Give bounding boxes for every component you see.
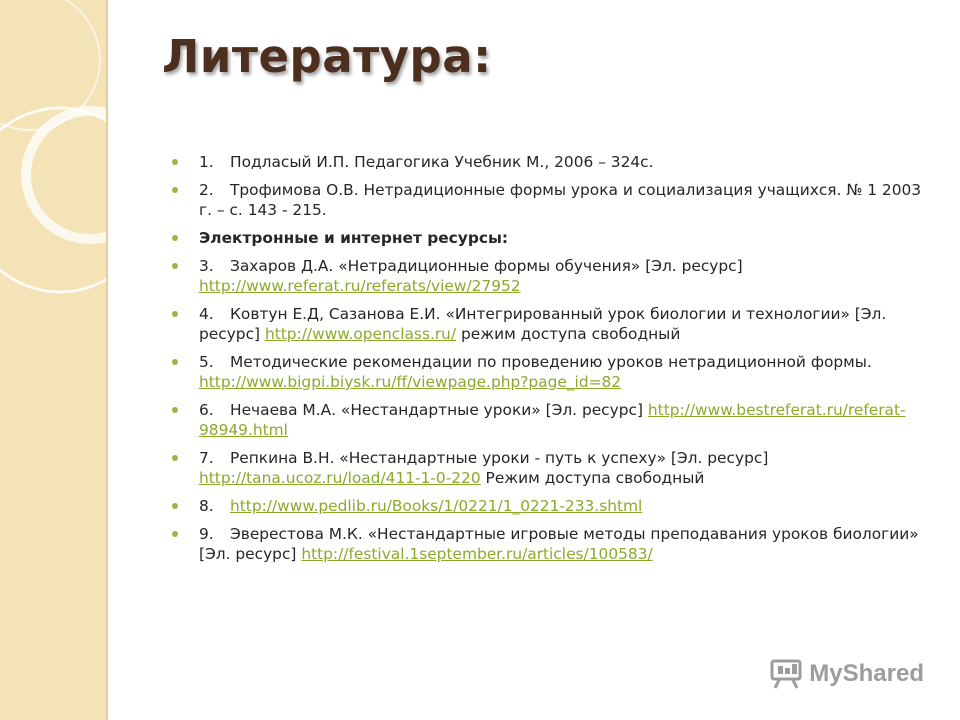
bullet-icon	[172, 311, 178, 317]
resource-link[interactable]: http://www.pedlib.ru/Books/1/0221/1_0221-233.shtml	[230, 497, 643, 515]
watermark-text: MyShared	[809, 660, 924, 687]
resource-link[interactable]: http://www.referat.ru/referats/view/27952	[199, 277, 521, 295]
resource-link[interactable]: http://www.bestreferat.ru/referat-98949.html	[199, 401, 906, 439]
bibliography-item-4	[168, 304, 928, 344]
item-text: Нечаева М.А. «Нестандартные уроки» [Эл. ресурс]	[230, 401, 643, 419]
bibliography-item-2	[168, 180, 928, 220]
resource-link[interactable]: http://www.openclass.ru/	[264, 325, 457, 343]
item-text: Подласый И.П. Педагогика Учебник М., 2006 – 324с.	[230, 153, 654, 171]
bullet-icon	[172, 263, 178, 269]
section-heading-text: Электронные и интернет ресурсы:	[199, 229, 509, 247]
item-text: Захаров Д.А. «Нетрадиционные формы обучения» [Эл. ресурс]	[230, 257, 743, 275]
bullet-icon	[172, 235, 178, 241]
slide-title: Литература:	[162, 30, 492, 83]
bullet-icon	[172, 159, 178, 165]
myshared-watermark	[769, 657, 924, 691]
bibliography-item-5	[168, 352, 928, 392]
bibliography-item-3	[168, 256, 928, 296]
bullet-icon	[172, 359, 178, 365]
item-number: 8.	[199, 497, 214, 515]
item-number: 3.	[199, 257, 214, 275]
item-number: 2.	[199, 181, 214, 199]
decorative-side-band	[0, 0, 108, 720]
bullet-icon	[172, 407, 178, 413]
item-number: 7.	[199, 449, 214, 467]
item-number: 9.	[199, 525, 214, 543]
item-number: 4.	[199, 305, 214, 323]
presentation-board-icon	[769, 659, 803, 689]
item-number: 5.	[199, 353, 214, 371]
bibliography-item-6	[168, 400, 928, 440]
bibliography-item-1	[168, 152, 928, 172]
item-text: Трофимова О.В. Нетрадиционные формы урока и социализация учащихся. № 1 2003 г. – с. 143 - 215.	[199, 181, 922, 219]
bibliography-item-8	[168, 496, 928, 516]
section-heading-electronic-resources	[168, 228, 928, 248]
item-text: Эверестова М.К. «Нестандартные игровые методы преподавания уроков биологии» [Эл. ресурс]	[199, 525, 919, 563]
item-number: 1.	[199, 153, 214, 171]
bullet-icon	[172, 455, 178, 461]
item-text: Репкина В.Н. «Нестандартные уроки - путь к успеху» [Эл. ресурс]	[230, 449, 769, 467]
item-number: 6.	[199, 401, 214, 419]
bibliography-item-9	[168, 524, 928, 564]
item-text: Методические рекомендации по проведению уроков нетрадиционной формы.	[230, 353, 872, 371]
bibliography-list	[168, 152, 928, 572]
item-text: Ковтун Е.Д, Сазанова Е.И. «Интегрированный урок биологии и технологии» [Эл. ресурс]	[199, 305, 887, 343]
bibliography-item-7	[168, 448, 928, 488]
bullet-icon	[172, 503, 178, 509]
bullet-icon	[172, 531, 178, 537]
bullet-icon	[172, 187, 178, 193]
access-note: режим доступа свободный	[461, 325, 681, 343]
access-note: Режим доступа свободный	[485, 469, 705, 487]
decorative-circles	[0, 0, 106, 720]
resource-link[interactable]: http://tana.ucoz.ru/load/411-1-0-220	[199, 469, 481, 487]
resource-link[interactable]: http://www.bigpi.biysk.ru/ff/viewpage.php?page_id=82	[199, 373, 622, 391]
resource-link[interactable]: http://festival.1september.ru/articles/100583/	[301, 545, 653, 563]
